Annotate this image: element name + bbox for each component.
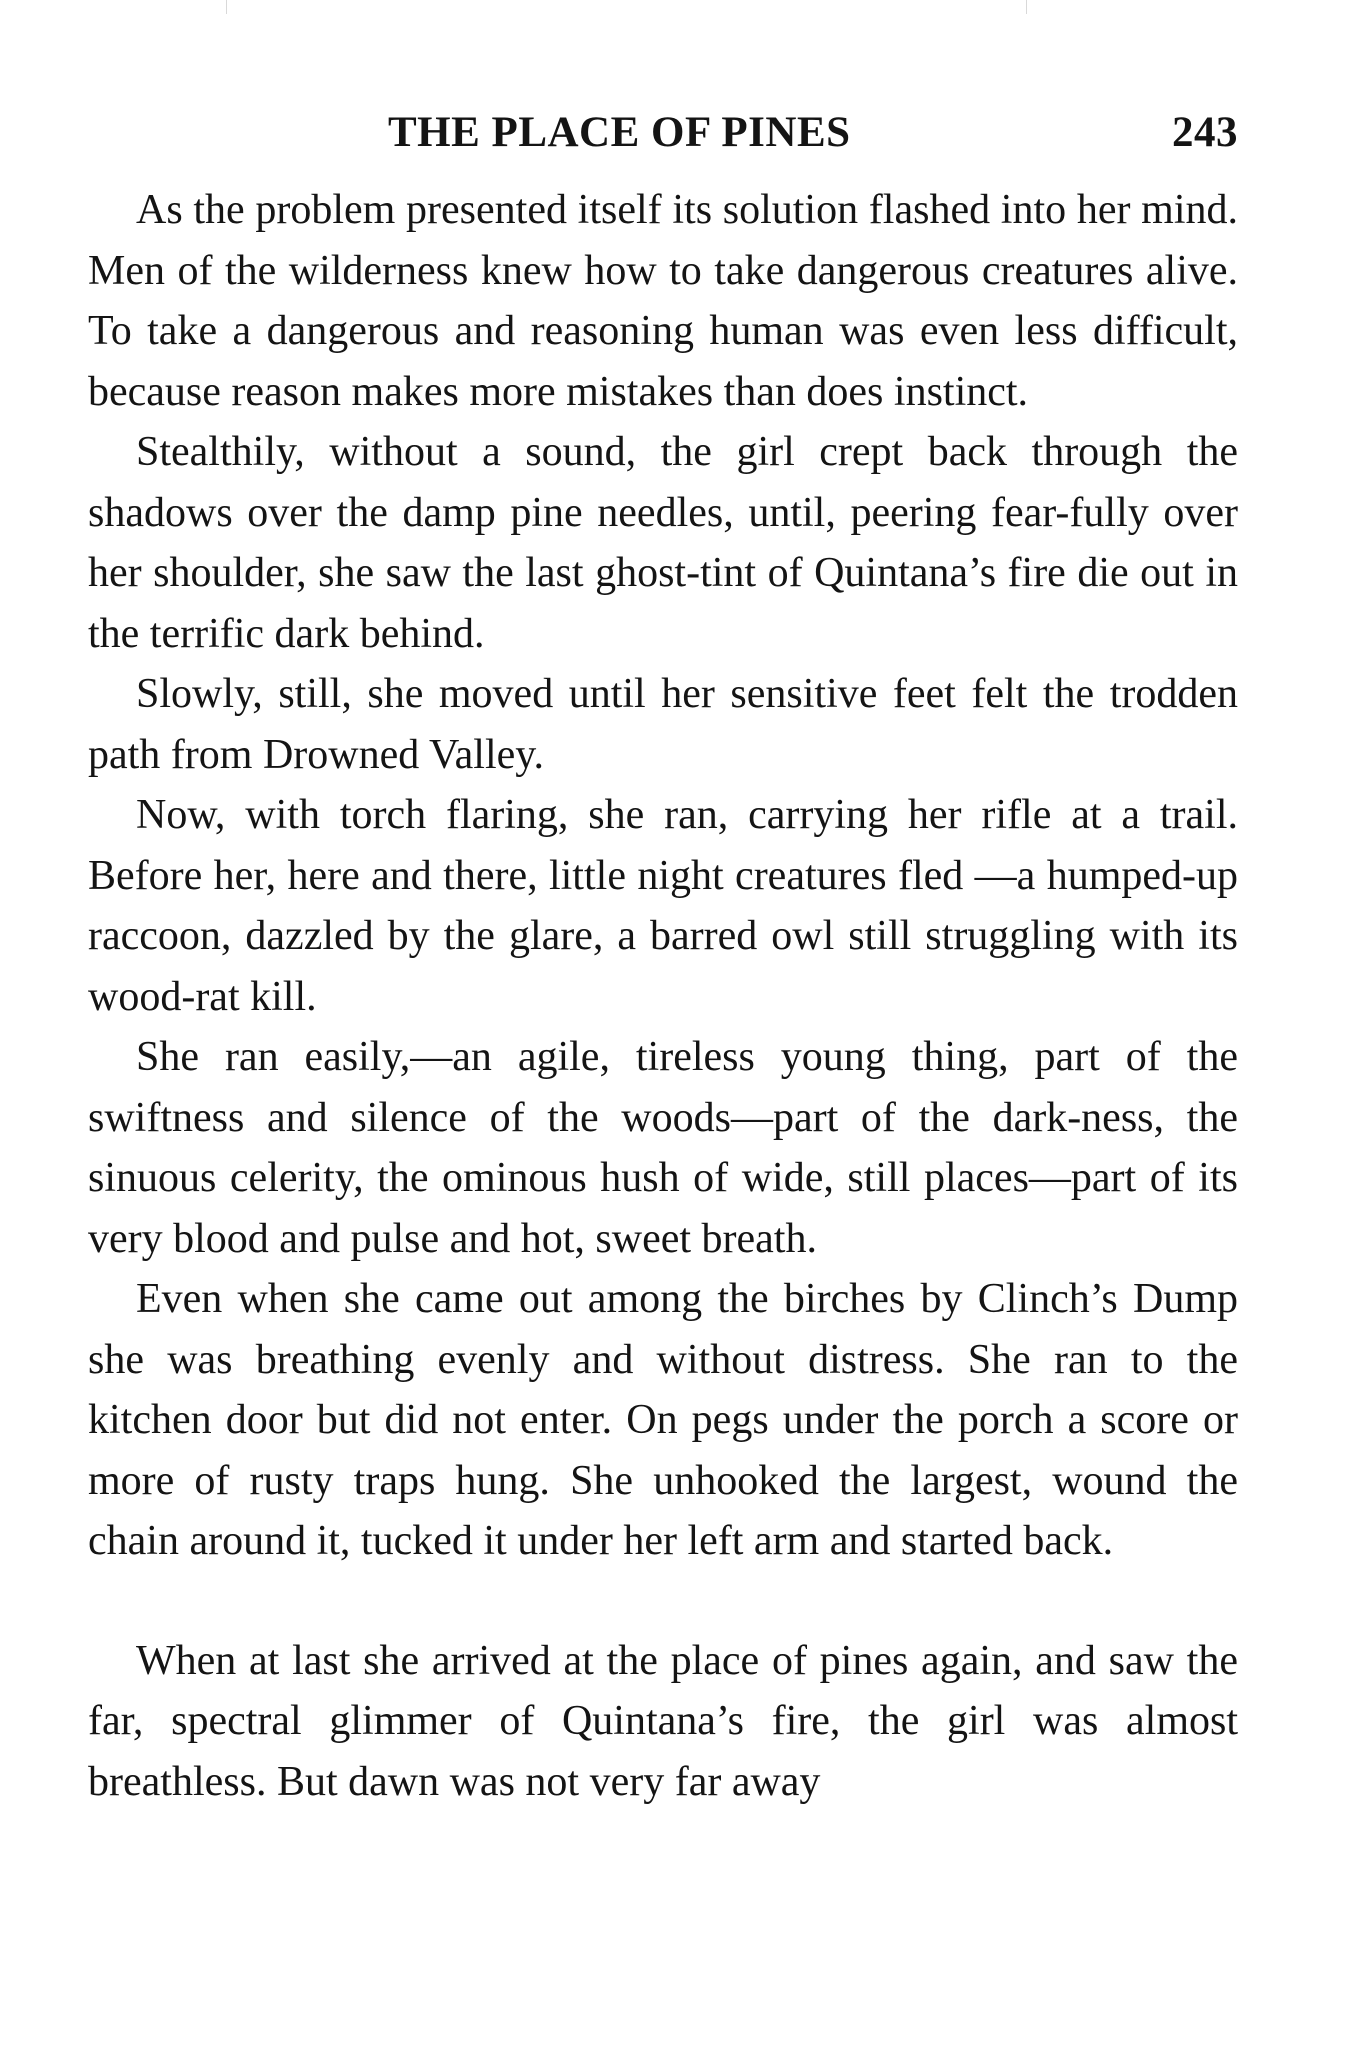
paragraph: As the problem presented itself its solution flashed into her mind. Men of the wilderness knew how to take dangerous creatures alive. To take a dangerous and reasoning human was even less difficult, because reason makes more mistakes than does instinct. — [88, 187, 1238, 415]
scan-edge-mark — [226, 0, 227, 14]
paragraph: Slowly, still, she moved until her sensitive feet felt the trodden path from Drowned Valley. — [88, 671, 1238, 778]
body-text — [88, 180, 1238, 1812]
paragraph: Stealthily, without a sound, the girl crept back through the shadows over the damp pine needles, until, peering fear-fully over her shoulder, she saw the last ghost-tint of Quintana’s fire die out in the terrific dark behind. — [88, 429, 1238, 657]
running-head: THE PLACE OF PINES — [388, 109, 851, 156]
paragraph: She ran easily,—an agile, tireless young thing, part of the swiftness and silence of the woods—part of the dark-ness, the sinuous celerity, the ominous hush of wide, still places—part of its very blood and pulse and hot, sweet breath. — [88, 1034, 1238, 1262]
scan-edge-mark — [1026, 0, 1027, 14]
section-break — [88, 1572, 1238, 1631]
page-header — [88, 108, 1238, 164]
paragraph: When at last she arrived at the place of pines again, and saw the far, spectral glimmer of Quintana’s fire, the girl was almost breathless. But dawn was not very far away — [88, 1637, 1238, 1805]
page-number: 243 — [1172, 109, 1238, 156]
paragraph: Even when she came out among the birches by Clinch’s Dump she was breathing evenly and without distress. She ran to the kitchen door but did not enter. On pegs under the porch a score or more of rusty traps hung. She unhooked the largest, wound the chain around it, tucked it under her left arm and started back. — [88, 1276, 1238, 1564]
paragraph: Now, with torch flaring, she ran, carrying her rifle at a trail. Before her, here and there, little night creatures fled —a humped-up raccoon, dazzled by the glare, a barred owl still struggling with its wood-rat kill. — [88, 792, 1238, 1020]
